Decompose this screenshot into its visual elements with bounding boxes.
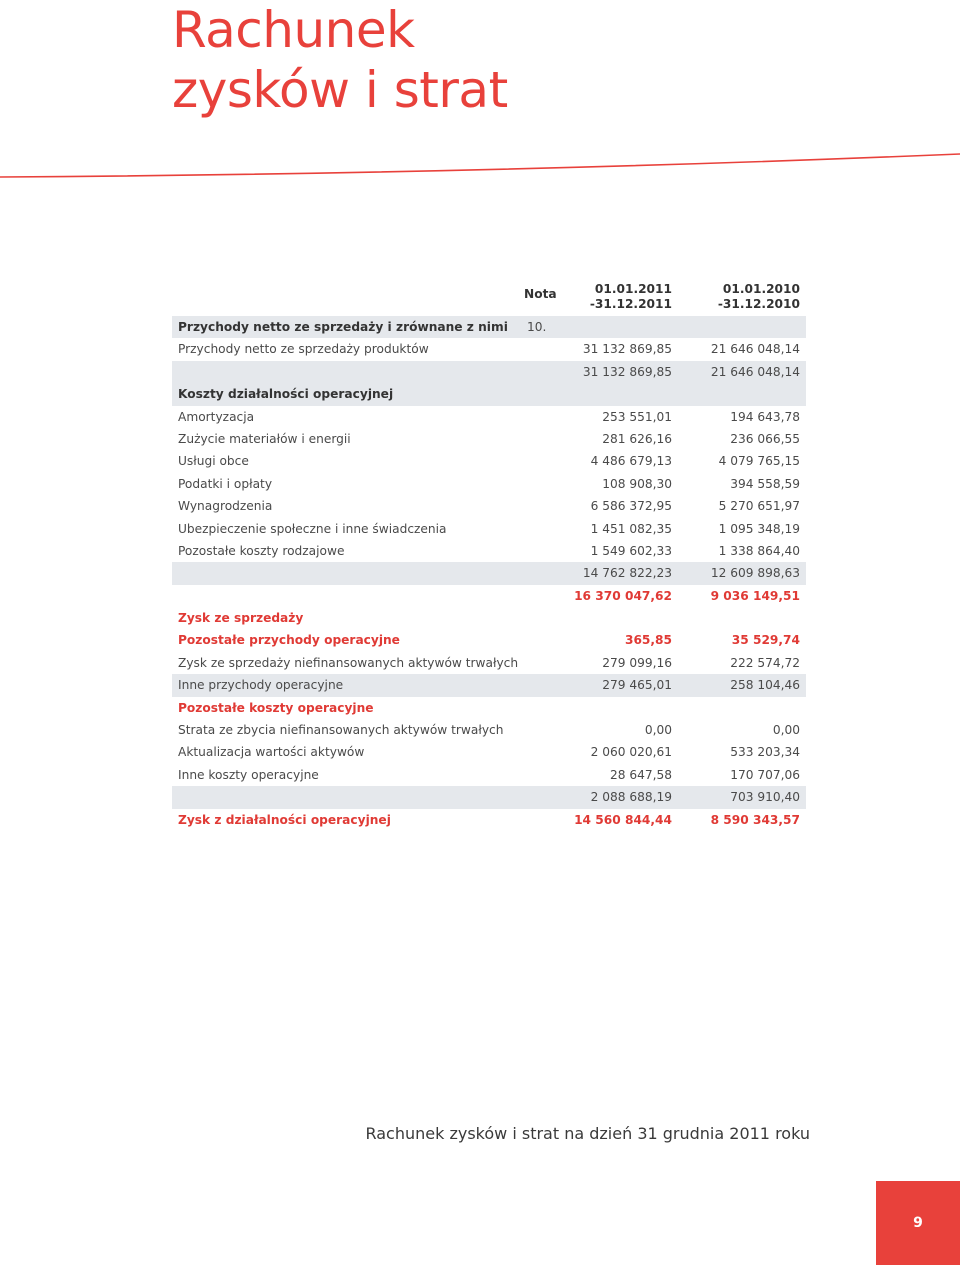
table-row — [172, 383, 806, 405]
table-row — [172, 316, 806, 338]
table-row — [172, 764, 806, 786]
table-row — [172, 719, 806, 741]
row-value-2011: 279 465,01 — [602, 678, 672, 693]
row-value-2011: 2 088 688,19 — [590, 790, 672, 805]
table-row — [172, 428, 806, 450]
row-value-2011: 16 370 047,62 — [574, 588, 672, 603]
table-row — [172, 495, 806, 517]
row-value-2010: 12 609 898,63 — [710, 566, 800, 581]
header-period-2011-end: -31.12.2011 — [589, 297, 672, 311]
row-label: Zużycie materiałów i energii — [178, 431, 351, 446]
row-value-2010: 0,00 — [772, 723, 800, 738]
row-label: Pozostałe koszty operacyjne — [178, 700, 374, 715]
table-row — [172, 450, 806, 472]
table-row — [172, 585, 806, 607]
row-value-2011: 4 486 679,13 — [590, 454, 672, 469]
row-value-2010: 236 066,55 — [730, 431, 800, 446]
row-label: Usługi obce — [178, 454, 249, 469]
row-label: Amortyzacja — [178, 409, 255, 424]
row-label: Przychody netto ze sprzedaży i zrównane z nimi — [178, 320, 508, 334]
row-value-2010: 222 574,72 — [730, 655, 800, 670]
row-value-2010: 4 079 765,15 — [718, 454, 800, 469]
table-row — [172, 652, 806, 674]
row-label: Zysk ze sprzedaży niefinansowanych aktywów trwałych — [178, 655, 519, 670]
table-row — [172, 674, 806, 696]
row-value-2010: 703 910,40 — [730, 790, 800, 805]
row-value-2011: 365,85 — [624, 633, 672, 648]
row-value-2010: 1 095 348,19 — [718, 521, 800, 536]
row-value-2011: 6 586 372,95 — [590, 499, 672, 514]
table-body — [172, 316, 806, 831]
page-title-line2: zysków i strat — [172, 61, 508, 119]
row-value-2011: 279 099,16 — [602, 655, 672, 670]
row-label: Przychody netto ze sprzedaży produktów — [178, 342, 429, 357]
header-period-2010-end: -31.12.2010 — [717, 297, 800, 311]
table-row — [172, 607, 806, 629]
table-row — [172, 338, 806, 360]
row-value-2011: 253 551,01 — [602, 409, 672, 424]
row-value-2010: 35 529,74 — [731, 633, 800, 648]
row-value-2011: 14 560 844,44 — [574, 812, 672, 827]
row-value-2011: 1 549 602,33 — [590, 543, 672, 558]
row-value-2010: 5 270 651,97 — [718, 499, 800, 514]
row-value-2011: 31 132 869,85 — [582, 364, 672, 379]
page-number: 9 — [913, 1215, 923, 1231]
table-row — [172, 540, 806, 562]
decorative-curve — [0, 0, 960, 200]
row-value-2011: 281 626,16 — [602, 431, 672, 446]
row-value-2010: 194 643,78 — [730, 409, 800, 424]
table-row — [172, 629, 806, 651]
header-period-2010 — [718, 282, 800, 312]
table-row — [172, 473, 806, 495]
row-note: 10. — [527, 320, 547, 334]
table-row — [172, 741, 806, 763]
row-value-2010: 258 104,46 — [730, 678, 800, 693]
row-label: Pozostałe przychody operacyjne — [178, 633, 400, 648]
table-row — [172, 406, 806, 428]
row-value-2011: 2 060 020,61 — [590, 745, 672, 760]
row-label: Inne przychody operacyjne — [178, 678, 344, 693]
table-row — [172, 518, 806, 540]
row-label: Pozostałe koszty rodzajowe — [178, 543, 345, 558]
row-label: Aktualizacja wartości aktywów — [178, 745, 365, 760]
caption: Rachunek zysków i strat na dzień 31 grudnia 2011 roku — [365, 1124, 810, 1143]
row-label: Zysk ze sprzedaży — [178, 611, 304, 626]
header-period-2010-start: 01.01.2010 — [722, 282, 800, 296]
table-header — [172, 278, 806, 316]
row-value-2011: 31 132 869,85 — [582, 342, 672, 357]
row-value-2011: 14 762 822,23 — [582, 566, 672, 581]
row-label: Zysk z działalności operacyjnej — [178, 812, 391, 827]
row-value-2011: 28 647,58 — [609, 767, 672, 782]
row-value-2010: 9 036 149,51 — [710, 588, 800, 603]
row-label: Podatki i opłaty — [178, 476, 273, 491]
row-value-2010: 21 646 048,14 — [710, 342, 800, 357]
table-row — [172, 361, 806, 383]
header-period-2011 — [590, 282, 672, 312]
table-row — [172, 786, 806, 808]
row-value-2010: 533 203,34 — [730, 745, 800, 760]
row-label: Koszty działalności operacyjnej — [178, 387, 394, 402]
header-period-2011-start: 01.01.2011 — [594, 282, 672, 296]
header-nota: Nota — [524, 287, 557, 301]
income-statement-table — [172, 278, 806, 831]
row-label: Inne koszty operacyjne — [178, 767, 319, 782]
page-number-box — [876, 1181, 960, 1265]
row-value-2010: 21 646 048,14 — [710, 364, 800, 379]
row-label: Ubezpieczenie społeczne i inne świadczenia — [178, 521, 447, 536]
row-value-2010: 1 338 864,40 — [718, 543, 800, 558]
row-value-2011: 0,00 — [644, 723, 672, 738]
table-row — [172, 697, 806, 719]
row-value-2011: 108 908,30 — [602, 476, 672, 491]
row-label: Strata ze zbycia niefinansowanych aktywów trwałych — [178, 723, 504, 738]
row-value-2010: 8 590 343,57 — [710, 812, 800, 827]
page-title-line1: Rachunek — [172, 1, 415, 59]
table-row — [172, 809, 806, 831]
row-value-2010: 170 707,06 — [730, 767, 800, 782]
row-value-2011: 1 451 082,35 — [590, 521, 672, 536]
row-value-2010: 394 558,59 — [730, 476, 800, 491]
table-row — [172, 562, 806, 584]
row-label: Wynagrodzenia — [178, 499, 273, 514]
